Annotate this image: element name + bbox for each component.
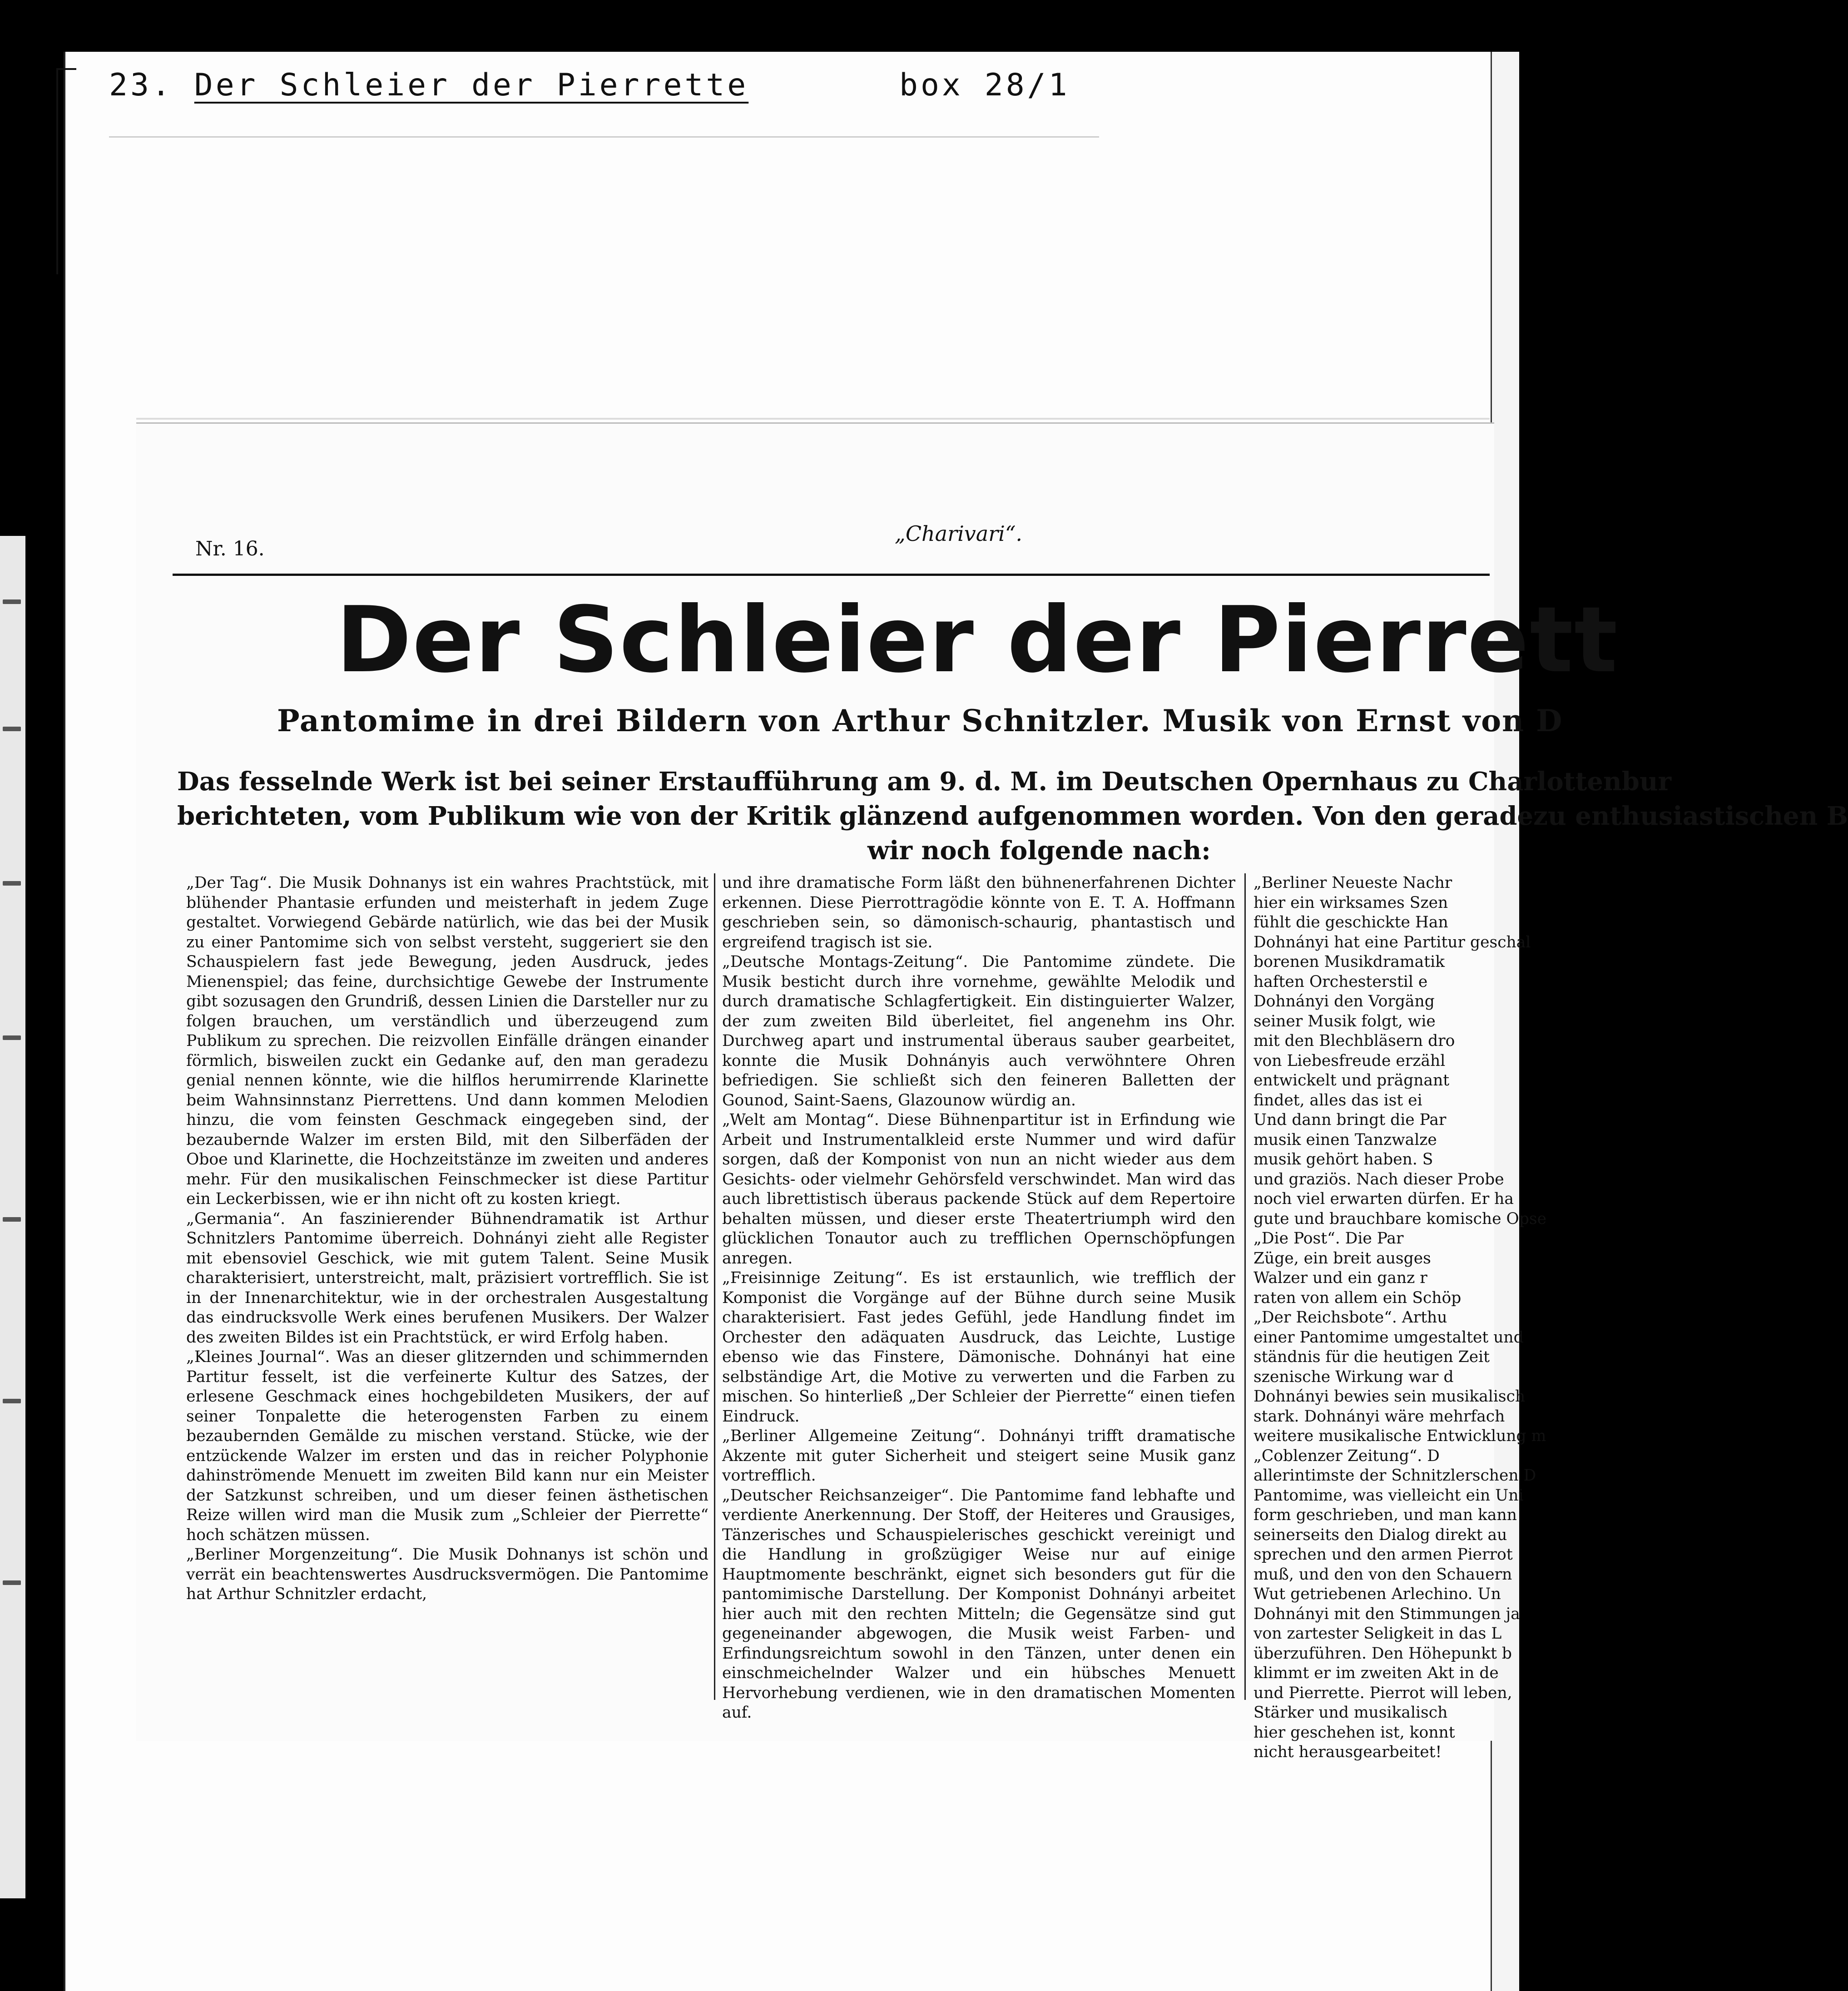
review-column-3-line: „Der Reichsbote“. Arthu [1253, 1308, 1447, 1327]
masthead-rule [173, 574, 1490, 576]
review-column-3-line: seiner Musik folgt, wie [1253, 1012, 1436, 1030]
review-column-3-line: fühlt die geschickte Han [1253, 913, 1448, 931]
review-column-3-line: „Coblenzer Zeitung“. D [1253, 1446, 1440, 1465]
newspaper-name: „Charivari“. [895, 521, 1023, 546]
review-column-3-line: weitere musikalische Entwicklung m [1253, 1427, 1546, 1445]
review-germania: „Germania“. An faszinierender Bühnendramatik ist Arthur Schnitzlers Pantomime überreich. Dohnányi zieht alle Register mit ebensoviel Geschick, wie mit gutem Talent. Seine Musik charakterisiert, unterstreicht, malt, präzisiert vortrefflich. Sie ist in der Innenarchitektur, wie in der orchestralen Ausgestaltung das eindrucksvolle Werk eines berufenen Musikers. Der Walzer des zweiten Bildes ist ein Prachtstück, er wird Erfolg haben. [186, 1209, 708, 1347]
adjacent-page-edge [0, 536, 25, 1898]
review-column-3-line: seinerseits den Dialog direkt au [1253, 1525, 1507, 1544]
review-column-3-line: musik einen Tanzwalze [1253, 1130, 1437, 1149]
review-berliner-morgenzeitung: „Berliner Morgenzeitung“. Die Musik Dohnanys ist schön und verrät ein beachtenswertes Ausdrucksvermögen. Die Pantomime hat Arthur Schnitzler erdacht, [186, 1545, 708, 1603]
review-column-1 [186, 873, 708, 1605]
item-number: 23. [109, 67, 173, 103]
clipping-top-edge [136, 418, 1490, 420]
review-column-3-line: Stärker und musikalisch [1253, 1704, 1448, 1722]
review-column-3-line: Und dann bringt die Par [1253, 1111, 1447, 1129]
review-column-3-line: Dohnányi bewies sein musikalisch [1253, 1387, 1526, 1406]
review-column-3-line: muß, und den von den Schauern [1253, 1565, 1512, 1584]
review-berliner-allgemeine-zeitung: „Berliner Allgemeine Zeitung“. Dohnányi trifft dramatische Akzente mit guter Sicherheit und steigert seine Musik ganz vortrefflich. [722, 1427, 1235, 1485]
review-column-3-line: findet, alles das ist ei [1253, 1091, 1422, 1109]
review-column-3-line: „Die Post“. Die Par [1253, 1229, 1404, 1248]
intro-paragraph [177, 764, 1848, 868]
review-column-3-line: allerintimste der Schnitzlerschen D [1253, 1466, 1536, 1485]
review-column-3-line: szenische Wirkung war d [1253, 1367, 1454, 1386]
review-column-3-line: nicht herausgearbeitet! [1253, 1743, 1442, 1761]
review-column-3-line: ständnis für die heutigen Zeit [1253, 1348, 1490, 1366]
issue-number: Nr. 16. [195, 537, 265, 560]
review-column-3-line: von zartester Seligkeit in das L [1253, 1624, 1502, 1643]
archive-header [109, 67, 748, 103]
review-column-3-line: einer Pantomime umgestaltet und [1253, 1328, 1524, 1347]
intro-line: Das fesselnde Werk ist bei seiner Erstaufführung am 9. d. M. im Deutschen Opernhaus zu Charlottenbur [177, 767, 1672, 797]
review-column-3-line: form geschrieben, und man kann [1253, 1506, 1517, 1524]
headline: Der Schleier der Pierrett [336, 587, 1619, 693]
review-column-3-line: noch viel erwarten dürfen. Er ha [1253, 1190, 1514, 1208]
review-column-3-line: Pantomime, was vielleicht ein Uni [1253, 1486, 1524, 1505]
review-column-3-line: mit den Blechbläsern dro [1253, 1032, 1455, 1050]
review-column-3-line: von Liebesfreude erzähl [1253, 1051, 1446, 1070]
review-column-3-line: hier geschehen ist, konnt [1253, 1723, 1455, 1742]
review-column-3-line: Züge, ein breit ausges [1253, 1249, 1431, 1268]
review-column-3-line: raten von allem ein Schöp [1253, 1288, 1462, 1307]
review-column-3-line: klimmt er im zweiten Akt in de [1253, 1664, 1499, 1682]
review-column-2 [722, 873, 1235, 1723]
review-freisinnige-zeitung: „Freisinnige Zeitung“. Es ist erstaunlich, wie trefflich der Komponist die Vorgänge auf der Bühne durch seine Musik charakterisiert. Fast jedes Gefühl, jede Handlung findet im Orchester den adäquaten Ausdruck, das Leichte, Lustige ebenso wie das Finstere, Dämonische. Dohnányi hat eine selbständige Art, die Motive zu verwerten und die Farben zu mischen. So hinterließ „Der Schleier der Pierrette“ einen tiefen Eindruck. [722, 1269, 1235, 1426]
folder-tab-bracket [56, 68, 76, 274]
review-welt-am-montag: „Welt am Montag“. Diese Bühnenpartitur ist in Erfindung wie Arbeit und Instrumentalkleid erste Nummer und wird dafür sorgen, daß der Komponist von nun an nicht wieder aus dem Gesichts- oder vielmehr Gehörsfeld verschwindet. Man wird das auch librettistisch überaus packende Stück auf dem Repertoire behalten müssen, und dieser erste Theatertriumph wird den glücklichen Tonautor auch zu trefflichen Opernschöpfungen anregen. [722, 1111, 1235, 1268]
subtitle: Pantomime in drei Bildern von Arthur Schnitzler. Musik von Ernst von D [277, 703, 1563, 738]
review-column-3-line: Dohnányi mit den Stimmungen ja [1253, 1605, 1520, 1623]
review-column-3-line: borenen Musikdramatik [1253, 953, 1445, 971]
review-column-3-line: entwickelt und prägnant [1253, 1071, 1450, 1090]
column-divider [714, 873, 715, 1700]
review-column-3-line: sprechen und den armen Pierrot [1253, 1545, 1513, 1564]
intro-line: berichteten, vom Publikum wie von der Kritik glänzend aufgenommen worden. Von den geradezu enthusiastischen B [177, 801, 1848, 831]
review-column-3 [1253, 873, 1547, 1763]
box-label: box 28/1 [899, 67, 1070, 103]
review-column-3-line: und graziös. Nach dieser Probe [1253, 1170, 1504, 1189]
review-der-tag: „Der Tag“. Die Musik Dohnanys ist ein wahres Prachtstück, mit blühender Phantasie erfunden und meisterhaft in jedem Zuge gestaltet. Vorwiegend Gebärde natürlich, wie das bei der Musik zu einer Pantomime sich von selbst versteht, suggeriert sie den Schauspielern fast jede Bewegung, jeden Ausdruck, jedes Mienenspiel; das feine, durchsichtige Gewebe der Instrumente gibt sozusagen den Grundriß, dessen Linien die Darsteller nur zu folgen brauchen, um verständlich und überzeugend zum Publikum zu sprechen. Die reizvollen Einfälle drängen einander förmlich, bisweilen zuckt ein Gedanke auf, den man geradezu genial nennen könnte, wie die hilflos herumirrende Klarinette beim Wahnsinnstanz Pierrettens. Und dann kommen Melodien hinzu, die vom feinsten Geschmack eingegeben sind, der bezaubernde Walzer im ersten Bild, mit den Silberfäden der Oboe und Klarinette, die Hochzeitstänze im zweiten und anderes mehr. Für den musikalischen Feinschmecker ist diese Partitur ein Leckerbissen, wie er ihn nicht oft zu kosten kriegt. [186, 874, 708, 1208]
header-rule [109, 136, 1099, 138]
review-column-3-line: hier ein wirksames Szen [1253, 893, 1448, 912]
review-kleines-journal: „Kleines Journal“. Was an dieser glitzernden und schimmernden Partitur fesselt, ist die verfeinerte Kultur des Satzes, der erlesene Geschmack eines hochgebildeten Musikers, der auf seiner Tonpalette die heterogensten Farben zu einem bezaubernden Gemälde zu mischen verstand. Stücke, wie der entzückende Walzer im ersten und das in reicher Polyphonie dahinströmende Menuett im zweiten Bild kann nur ein Meister der Satzkunst schreiben, und um dieser feinen ästhetischen Reize willen wird man die Musik zum „Schleier der Pierrette“ hoch schätzen müssen. [186, 1348, 708, 1544]
review-continuation: und ihre dramatische Form läßt den bühnenerfahrenen Dichter erkennen. Diese Pierrottragödie könnte von E. T. A. Hoffmann geschrieben sein, so dämonisch-schaurig, phantastisch und ergreifend tragisch ist sie. [722, 874, 1235, 951]
review-column-3-line: überzuführen. Den Höhepunkt b [1253, 1644, 1512, 1663]
review-column-3-line: und Pierrette. Pierrot will leben, [1253, 1684, 1512, 1702]
review-column-3-line: Dohnányi hat eine Partitur geschal [1253, 933, 1531, 951]
review-deutscher-reichsanzeiger: „Deutscher Reichsanzeiger“. Die Pantomime fand lebhafte und verdiente Anerkennung. Der Stoff, der Heiteres und Grausiges, Tänzerisches und Schauspielerisches geschickt vereinigt und die Handlung in großzügiger Weise nur auf einige Hauptmomente beschränkt, eignet sich besonders gut für die pantomimische Darstellung. Der Komponist Dohnányi arbeitet hier auch mit den rechten Mitteln; die Gegensätze sind gut gegeneinander abgewogen, die Musik weist Farben- und Erfindungsreichtum sowohl in den Tänzen, unter denen ein einschmeichelnder Walzer und ein hübsches Menuett Hervorhebung verdienen, wie in den dramatischen Momenten auf. [722, 1486, 1235, 1722]
review-column-3-line: stark. Dohnányi wäre mehrfach [1253, 1407, 1505, 1426]
newspaper-clipping [136, 422, 1848, 1761]
review-column-3-line: haften Orchesterstil e [1253, 972, 1428, 991]
review-deutsche-montags-zeitung: „Deutsche Montags-Zeitung“. Die Pantomime zündete. Die Musik besticht durch ihre vornehme, gewählte Melodik und durch dramatische Schlagfertigkeit. Ein distinguierter Walzer, der zum zweiten Bild überleitet, fiel angenehm ins Ohr. Durchweg apart und instrumental überaus sauber gearbeitet, konnte die Musik Dohnányis auch verwöhntere Ohren befriedigen. Sie schließt sich den feineren Balletten der Gounod, Saint-Saens, Glazounow würdig an. [722, 953, 1235, 1109]
review-column-3-line: musik gehört haben. S [1253, 1150, 1433, 1169]
column-divider [1244, 873, 1246, 1700]
review-column-3-line: Dohnányi den Vorgäng [1253, 992, 1435, 1010]
review-column-3-line: Wut getriebenen Arlechino. Un [1253, 1585, 1501, 1603]
review-column-3-line: Walzer und ein ganz r [1253, 1269, 1427, 1287]
intro-line: wir noch folgende nach: [867, 836, 1211, 866]
item-title: Der Schleier der Pierrette [194, 67, 749, 103]
review-column-3-line: „Berliner Neueste Nachr [1253, 874, 1452, 892]
review-column-3-line: gute und brauchbare komische Opse [1253, 1209, 1547, 1228]
